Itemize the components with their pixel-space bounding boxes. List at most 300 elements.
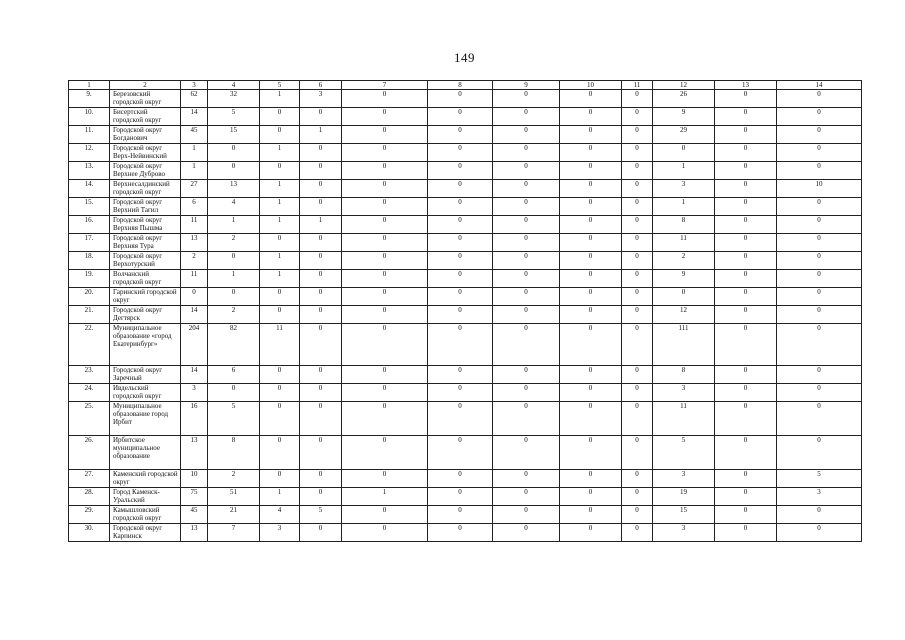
value-cell: 0 [715,234,777,252]
value-cell: 45 [181,506,208,524]
value-cell: 3 [653,524,715,542]
value-cell: 3 [777,488,862,506]
value-cell: 0 [777,126,862,144]
value-cell: 0 [428,270,493,288]
value-cell: 0 [560,234,622,252]
value-cell: 0 [493,252,560,270]
row-number: 21. [69,306,110,324]
value-cell: 16 [181,402,208,436]
value-cell: 0 [560,506,622,524]
table-row [69,180,862,198]
row-number: 18. [69,252,110,270]
value-cell: 0 [622,216,653,234]
value-cell: 11 [181,216,208,234]
value-cell: 0 [715,108,777,126]
column-header: 12 [653,81,715,90]
value-cell: 0 [208,162,260,180]
value-cell: 0 [428,366,493,384]
value-cell: 1 [260,90,300,108]
value-cell: 0 [260,288,300,306]
value-cell: 1 [260,216,300,234]
value-cell: 0 [653,288,715,306]
value-cell: 0 [560,90,622,108]
value-cell: 0 [260,384,300,402]
value-cell: 19 [653,488,715,506]
value-cell: 0 [622,402,653,436]
value-cell: 8 [653,216,715,234]
value-cell: 11 [260,324,300,366]
value-cell: 14 [181,108,208,126]
table-row [69,198,862,216]
row-number: 14. [69,180,110,198]
value-cell: 0 [715,270,777,288]
value-cell: 0 [493,470,560,488]
municipality-name: Городской округ Верхнее Дуброво [110,162,181,180]
value-cell: 0 [428,288,493,306]
value-cell: 13 [181,234,208,252]
value-cell: 13 [181,436,208,470]
value-cell: 1 [181,162,208,180]
value-cell: 0 [493,402,560,436]
value-cell: 13 [208,180,260,198]
column-header: 1 [69,81,110,90]
value-cell: 0 [777,436,862,470]
value-cell: 0 [493,90,560,108]
value-cell: 26 [653,90,715,108]
value-cell: 0 [622,506,653,524]
value-cell: 0 [428,488,493,506]
value-cell: 0 [560,488,622,506]
value-cell: 0 [300,306,342,324]
value-cell: 11 [181,270,208,288]
value-cell: 0 [300,234,342,252]
municipality-name: Каменский городской округ [110,470,181,488]
value-cell: 0 [493,524,560,542]
value-cell: 0 [777,90,862,108]
value-cell: 0 [560,324,622,366]
value-cell: 0 [181,288,208,306]
value-cell: 0 [715,402,777,436]
row-number: 29. [69,506,110,524]
value-cell: 0 [428,324,493,366]
row-number: 22. [69,324,110,366]
value-cell: 0 [428,90,493,108]
municipality-name: Город Каменск-Уральский [110,488,181,506]
value-cell: 0 [560,288,622,306]
value-cell: 4 [208,198,260,216]
value-cell: 0 [493,306,560,324]
value-cell: 0 [260,108,300,126]
value-cell: 0 [622,324,653,366]
value-cell: 0 [342,402,428,436]
value-cell: 0 [622,524,653,542]
table-row [69,144,862,162]
table-row [69,162,862,180]
value-cell: 0 [622,366,653,384]
value-cell: 0 [715,216,777,234]
value-cell: 27 [181,180,208,198]
value-cell: 204 [181,324,208,366]
value-cell: 0 [260,436,300,470]
value-cell: 2 [208,470,260,488]
value-cell: 0 [560,366,622,384]
row-number: 30. [69,524,110,542]
value-cell: 0 [777,524,862,542]
value-cell: 0 [428,252,493,270]
value-cell: 0 [300,324,342,366]
value-cell: 5 [208,402,260,436]
value-cell: 0 [622,488,653,506]
value-cell: 0 [300,366,342,384]
table-row [69,488,862,506]
value-cell: 6 [208,366,260,384]
value-cell: 0 [493,366,560,384]
row-number: 16. [69,216,110,234]
value-cell: 1 [260,252,300,270]
value-cell: 32 [208,90,260,108]
value-cell: 0 [342,252,428,270]
value-cell: 0 [428,144,493,162]
table-row [69,384,862,402]
table-row [69,470,862,488]
value-cell: 0 [300,252,342,270]
municipality-name: Муниципальное образование город Ирбит [110,402,181,436]
value-cell: 2 [208,306,260,324]
value-cell: 0 [300,144,342,162]
row-number: 27. [69,470,110,488]
column-header: 10 [560,81,622,90]
value-cell: 0 [715,436,777,470]
value-cell: 0 [428,306,493,324]
column-header: 5 [260,81,300,90]
value-cell: 0 [622,288,653,306]
municipality-name: Березовский городской округ [110,90,181,108]
value-cell: 0 [300,436,342,470]
value-cell: 5 [777,470,862,488]
value-cell: 14 [181,306,208,324]
value-cell: 0 [493,198,560,216]
value-cell: 111 [653,324,715,366]
value-cell: 0 [428,198,493,216]
value-cell: 0 [493,126,560,144]
value-cell: 0 [342,288,428,306]
value-cell: 0 [493,216,560,234]
value-cell: 0 [300,180,342,198]
value-cell: 0 [622,162,653,180]
value-cell: 0 [260,306,300,324]
value-cell: 45 [181,126,208,144]
header-row [69,81,862,90]
municipality-name: Камышловский городской округ [110,506,181,524]
value-cell: 0 [428,126,493,144]
value-cell: 0 [622,436,653,470]
value-cell: 6 [181,198,208,216]
value-cell: 8 [653,366,715,384]
value-cell: 0 [777,506,862,524]
value-cell: 0 [715,126,777,144]
value-cell: 0 [260,470,300,488]
value-cell: 29 [653,126,715,144]
value-cell: 0 [300,524,342,542]
value-cell: 0 [428,436,493,470]
value-cell: 0 [260,162,300,180]
table-row [69,524,862,542]
value-cell: 0 [300,108,342,126]
value-cell: 11 [653,402,715,436]
municipality-name: Городской округ Верхотурский [110,252,181,270]
row-number: 23. [69,366,110,384]
value-cell: 1 [181,144,208,162]
value-cell: 0 [342,384,428,402]
value-cell: 0 [560,436,622,470]
municipality-name: Городской округ Верхняя Пышма [110,216,181,234]
value-cell: 0 [493,436,560,470]
value-cell: 0 [715,198,777,216]
value-cell: 3 [260,524,300,542]
row-number: 28. [69,488,110,506]
table-row [69,306,862,324]
value-cell: 0 [300,384,342,402]
municipality-name: Муниципальное образование «город Екатеринбург» [110,324,181,366]
value-cell: 0 [622,252,653,270]
value-cell: 51 [208,488,260,506]
value-cell: 12 [653,306,715,324]
value-cell: 0 [715,366,777,384]
municipality-name: Городской округ Богданович [110,126,181,144]
value-cell: 0 [428,506,493,524]
value-cell: 0 [493,324,560,366]
value-cell: 0 [715,252,777,270]
value-cell: 0 [342,234,428,252]
table-row [69,402,862,436]
value-cell: 0 [342,524,428,542]
value-cell: 0 [342,324,428,366]
value-cell: 0 [342,144,428,162]
value-cell: 75 [181,488,208,506]
value-cell: 11 [653,234,715,252]
value-cell: 0 [260,126,300,144]
value-cell: 0 [622,384,653,402]
value-cell: 0 [622,270,653,288]
table-row [69,90,862,108]
value-cell: 0 [428,180,493,198]
value-cell: 0 [493,234,560,252]
column-header: 3 [181,81,208,90]
table-row [69,366,862,384]
municipality-name: Бисертский городской округ [110,108,181,126]
value-cell: 1 [260,180,300,198]
value-cell: 0 [715,144,777,162]
value-cell: 0 [777,162,862,180]
value-cell: 0 [493,144,560,162]
value-cell: 0 [208,252,260,270]
value-cell: 0 [622,144,653,162]
value-cell: 0 [300,198,342,216]
value-cell: 0 [342,506,428,524]
value-cell: 9 [653,270,715,288]
value-cell: 1 [260,144,300,162]
value-cell: 0 [428,470,493,488]
row-number: 20. [69,288,110,306]
column-header: 2 [110,81,181,90]
value-cell: 0 [715,90,777,108]
value-cell: 0 [342,216,428,234]
column-header: 11 [622,81,653,90]
value-cell: 10 [181,470,208,488]
value-cell: 0 [300,470,342,488]
value-cell: 10 [777,180,862,198]
value-cell: 0 [342,108,428,126]
value-cell: 1 [653,198,715,216]
value-cell: 0 [428,162,493,180]
value-cell: 0 [342,366,428,384]
value-cell: 14 [181,366,208,384]
row-number: 17. [69,234,110,252]
municipality-name: Городской округ Верхняя Тура [110,234,181,252]
value-cell: 4 [260,506,300,524]
table-row [69,506,862,524]
value-cell: 0 [493,288,560,306]
value-cell: 0 [715,384,777,402]
value-cell: 5 [300,506,342,524]
column-header: 6 [300,81,342,90]
value-cell: 0 [777,198,862,216]
value-cell: 0 [715,470,777,488]
row-number: 11. [69,126,110,144]
row-number: 25. [69,402,110,436]
value-cell: 1 [260,488,300,506]
value-cell: 0 [428,216,493,234]
value-cell: 0 [300,402,342,436]
value-cell: 0 [715,488,777,506]
value-cell: 0 [560,126,622,144]
page-number: 149 [454,50,475,65]
value-cell: 0 [260,402,300,436]
value-cell: 0 [260,234,300,252]
value-cell: 0 [560,216,622,234]
value-cell: 0 [342,470,428,488]
column-header: 13 [715,81,777,90]
value-cell: 0 [208,384,260,402]
value-cell: 0 [777,288,862,306]
value-cell: 0 [208,144,260,162]
row-number: 24. [69,384,110,402]
municipality-name: Городской округ Заречный [110,366,181,384]
value-cell: 0 [622,126,653,144]
value-cell: 0 [560,144,622,162]
table-row [69,216,862,234]
value-cell: 0 [715,324,777,366]
value-cell: 13 [181,524,208,542]
value-cell: 62 [181,90,208,108]
municipality-name: Городской округ Верх-Нейвинский [110,144,181,162]
row-number: 12. [69,144,110,162]
value-cell: 0 [493,270,560,288]
value-cell: 0 [342,198,428,216]
value-cell: 0 [777,108,862,126]
value-cell: 0 [777,384,862,402]
value-cell: 0 [560,198,622,216]
table-row [69,324,862,366]
value-cell: 0 [560,524,622,542]
value-cell: 3 [300,90,342,108]
value-cell: 0 [342,436,428,470]
value-cell: 0 [622,470,653,488]
value-cell: 0 [493,488,560,506]
value-cell: 1 [300,126,342,144]
value-cell: 3 [653,470,715,488]
value-cell: 0 [493,162,560,180]
value-cell: 0 [622,108,653,126]
value-cell: 0 [777,216,862,234]
value-cell: 0 [493,506,560,524]
municipality-name: Ивдельский городской округ [110,384,181,402]
value-cell: 0 [560,162,622,180]
value-cell: 1 [208,270,260,288]
value-cell: 0 [622,234,653,252]
value-cell: 0 [260,366,300,384]
row-number: 19. [69,270,110,288]
column-header: 9 [493,81,560,90]
value-cell: 0 [715,288,777,306]
value-cell: 15 [653,506,715,524]
value-cell: 0 [493,108,560,126]
value-cell: 0 [622,180,653,198]
value-cell: 2 [653,252,715,270]
value-cell: 0 [715,180,777,198]
municipality-name: Ирбитское муниципальное образование [110,436,181,470]
value-cell: 7 [208,524,260,542]
value-cell: 21 [208,506,260,524]
value-cell: 0 [428,384,493,402]
column-header: 14 [777,81,862,90]
value-cell: 0 [622,306,653,324]
row-number: 9. [69,90,110,108]
column-header: 8 [428,81,493,90]
table-row [69,126,862,144]
value-cell: 1 [208,216,260,234]
value-cell: 0 [560,384,622,402]
row-number: 10. [69,108,110,126]
table-row [69,436,862,470]
value-cell: 0 [777,270,862,288]
value-cell: 0 [560,108,622,126]
table-row [69,108,862,126]
value-cell: 2 [208,234,260,252]
value-cell: 0 [342,306,428,324]
value-cell: 0 [622,90,653,108]
value-cell: 0 [428,234,493,252]
value-cell: 0 [493,384,560,402]
value-cell: 0 [777,366,862,384]
value-cell: 0 [777,234,862,252]
table-row [69,234,862,252]
table-body [69,90,862,542]
row-number: 15. [69,198,110,216]
value-cell: 0 [342,162,428,180]
value-cell: 5 [653,436,715,470]
value-cell: 3 [653,384,715,402]
value-cell: 0 [342,180,428,198]
value-cell: 0 [560,470,622,488]
value-cell: 3 [653,180,715,198]
value-cell: 0 [300,162,342,180]
value-cell: 0 [560,270,622,288]
value-cell: 8 [208,436,260,470]
row-number: 13. [69,162,110,180]
value-cell: 15 [208,126,260,144]
municipality-name: Волчанский городской округ [110,270,181,288]
